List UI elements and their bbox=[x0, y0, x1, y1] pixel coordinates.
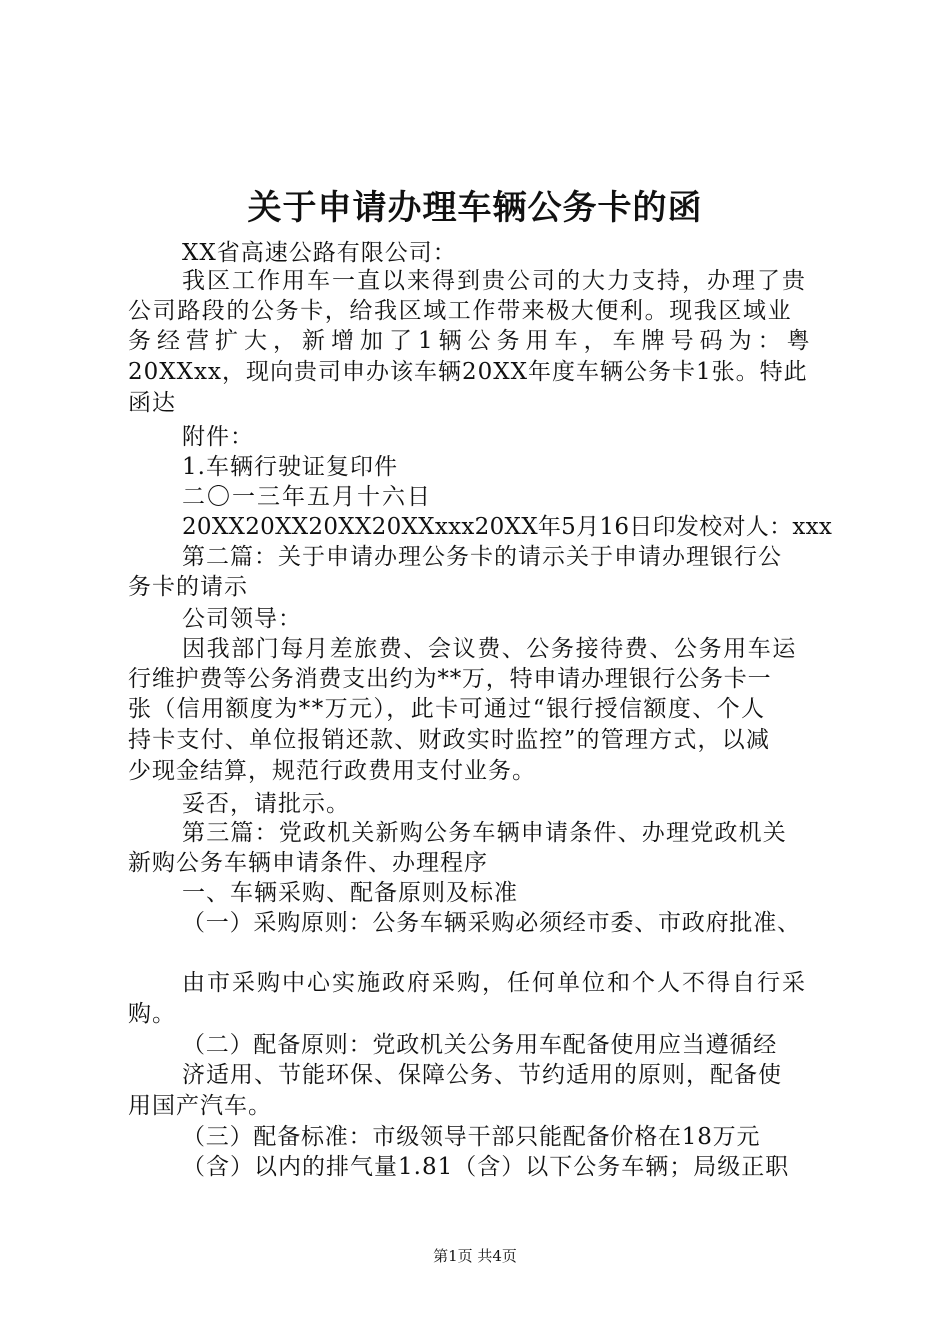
request-line: 妥否，请批示。 bbox=[182, 791, 350, 817]
paragraph-line: 行维护费等公务消费支出约为**万，特申请办理银行公务卡一 bbox=[128, 666, 772, 692]
section-heading: 第三篇：党政机关新购公务车辆申请条件、办理党政机关 bbox=[182, 820, 787, 846]
paragraph-line: （二）配备原则：党政机关公务用车配备使用应当遵循经 bbox=[182, 1032, 777, 1058]
paragraph-line: （一）采购原则：公务车辆采购必须经市委、市政府批准、 bbox=[182, 910, 801, 936]
section-heading: 务卡的请示 bbox=[128, 574, 248, 600]
section-heading: 第二篇：关于申请办理公务卡的请示关于申请办理银行公 bbox=[182, 544, 782, 570]
subsection-heading: 一、车辆采购、配备原则及标准 bbox=[182, 880, 518, 906]
paragraph-line: （含）以内的排气量1.81（含）以下公务车辆；局级正职 bbox=[182, 1154, 790, 1180]
paragraph-line: 购。 bbox=[128, 1001, 176, 1027]
date-line: 二〇一三年五月十六日 bbox=[182, 484, 432, 510]
issue-line: 20XX20XX20XX20XXxxx20XX年5月16日印发校对人：xxx bbox=[182, 514, 833, 540]
attachment-item: 1.车辆行驶证复印件 bbox=[182, 454, 398, 480]
paragraph-line: 张（信用额度为**万元），此卡可通过“银行授信额度、个人 bbox=[128, 696, 766, 722]
page-footer: 第1页 共4页 bbox=[433, 1247, 517, 1265]
salutation-line: 公司领导： bbox=[182, 606, 302, 632]
paragraph-line: 函达 bbox=[128, 390, 176, 416]
paragraph-line: 20XXxx，现向贵司申办该车辆20XX年度车辆公务卡1张。特此 bbox=[128, 359, 808, 385]
paragraph-line: 我区工作用车一直以来得到贵公司的大力支持，办理了贵 bbox=[182, 268, 807, 294]
document-title: 关于申请办理车辆公务卡的函 bbox=[247, 188, 703, 228]
section-heading: 新购公务车辆申请条件、办理程序 bbox=[128, 850, 488, 876]
paragraph-line: 用国产汽车。 bbox=[128, 1093, 272, 1119]
recipient-line: XX省高速公路有限公司： bbox=[182, 240, 457, 266]
paragraph-line: 少现金结算，规范行政费用支付业务。 bbox=[128, 758, 536, 784]
paragraph-line: 持卡支付、单位报销还款、财政实时监控”的管理方式，以减 bbox=[128, 727, 771, 753]
attachment-label: 附件： bbox=[182, 424, 254, 450]
paragraph-line: 公司路段的公务卡，给我区域工作带来极大便利。现我区域业 bbox=[128, 298, 793, 324]
paragraph-line: 务经营扩大，新增加了1辆公务用车，车牌号码为：粤 bbox=[128, 328, 816, 354]
paragraph-line: 由市采购中心实施政府采购，任何单位和个人不得自行采 bbox=[182, 970, 807, 996]
paragraph-line: 因我部门每月差旅费、会议费、公务接待费、公务用车运 bbox=[182, 636, 797, 662]
paragraph-line: （三）配备标准：市级领导干部只能配备价格在18万元 bbox=[182, 1124, 761, 1150]
paragraph-line: 济适用、节能环保、保障公务、节约适用的原则，配备使 bbox=[182, 1062, 782, 1088]
